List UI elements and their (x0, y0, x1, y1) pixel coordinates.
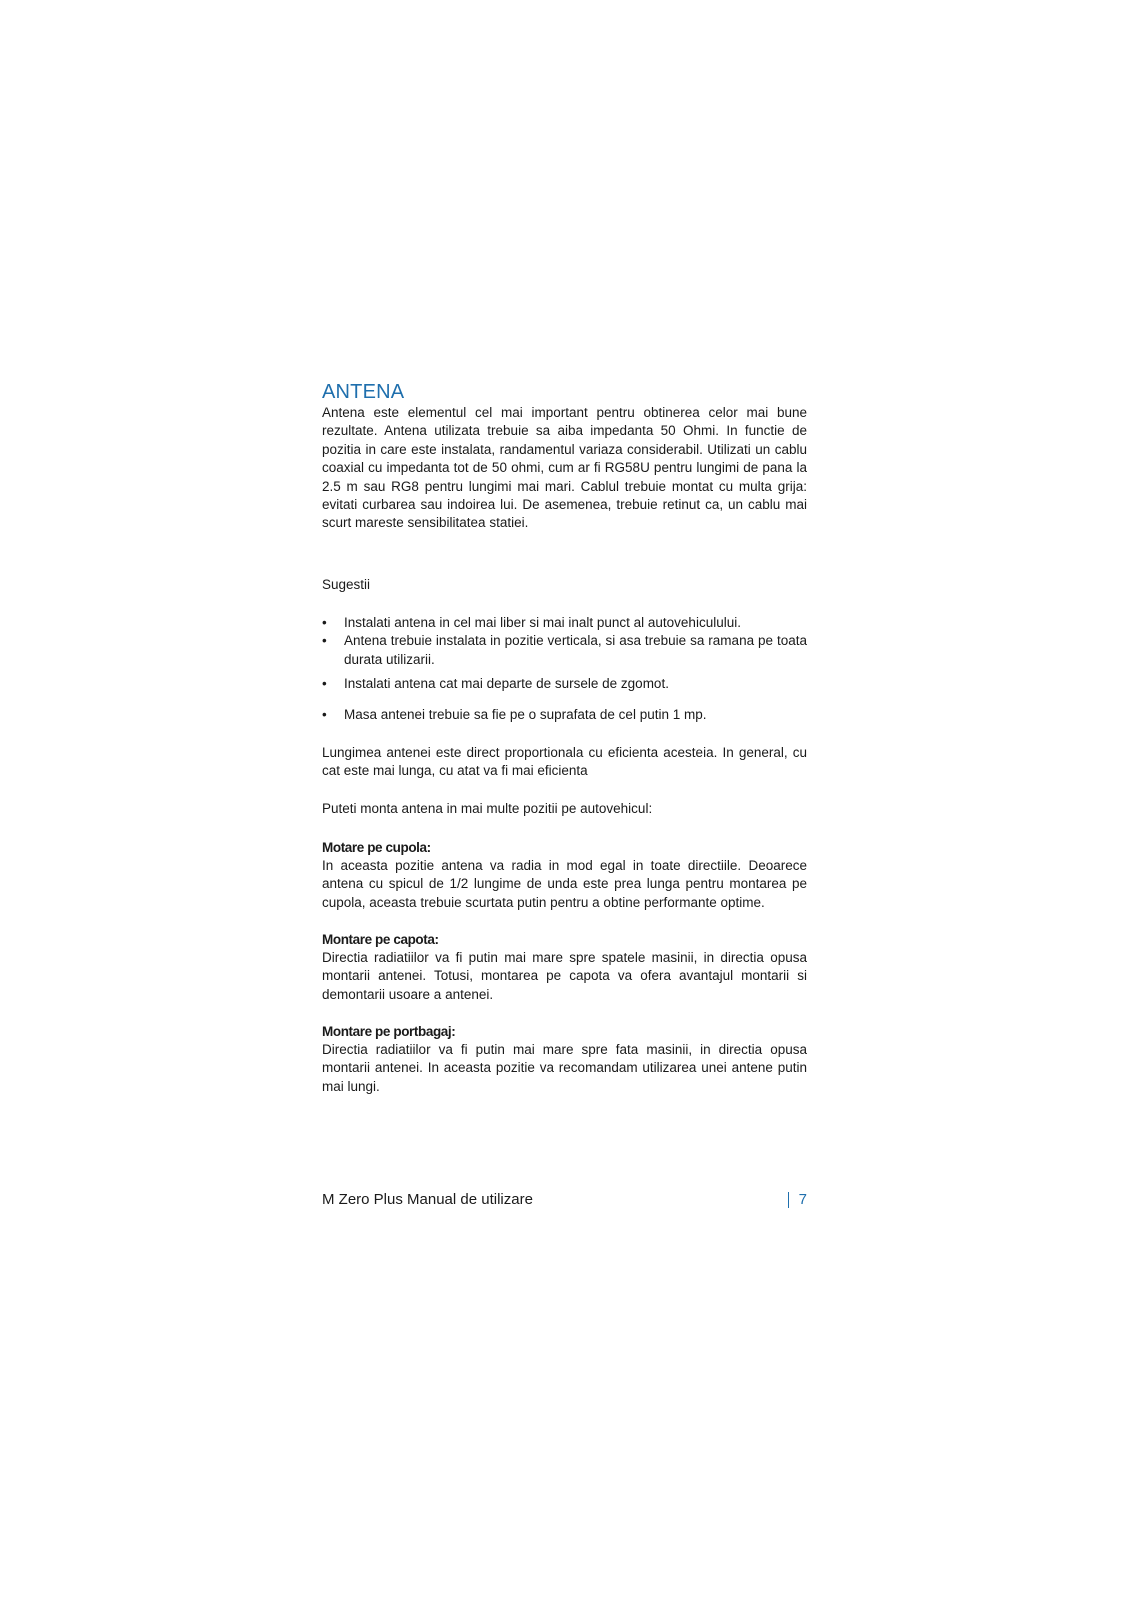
list-item-text: Instalati antena in cel mai liber si mai inalt punct al autovehiculului. (344, 615, 741, 630)
mount-heading: Montare pe portbagaj: (322, 1024, 456, 1039)
page-content (322, 380, 807, 1094)
list-item-text: Instalati antena cat mai departe de sursele de zgomot. (344, 676, 669, 692)
list-item-text: Masa antenei trebuie sa fie pe o suprafata de cel putin 1 mp. (344, 706, 707, 722)
bullet-icon: • (322, 706, 327, 722)
list-item-text: Antena trebuie instalata in pozitie verticala, si asa trebuie sa ramana pe toata durata utilizarii. (344, 633, 807, 667)
suggestions-heading: Sugestii (322, 577, 371, 592)
mount-text: Directia radiatiilor va fi putin mai mare spre spatele masinii, in directia opusa montarii antenei. Totusi, montarea pe capota va ofera avantajul montarii si demontarii usoare a antenei. (322, 950, 807, 1002)
list-item (322, 614, 807, 632)
section-title: ANTENA (322, 381, 405, 403)
mount-heading: Motare pe cupola: (322, 840, 431, 855)
list-item (322, 632, 807, 669)
mount-text: In aceasta pozitie antena va radia in mod egal in toate directiile. Deoarece antena cu spicul de 1/2 lungime de unda este prea lunga pentru montarea pe cupola, aceasta trebuie scurtata putin pentru a obtine performante optime. (322, 858, 807, 910)
intro-paragraph: Antena este elementul cel mai important pentru obtinerea celor mai bune rezultate. Antena utilizata trebuie sa aiba impedanta 50 Ohmi. In functie de pozitia in care este instalata, randamentul variaza considerabil. Utilizati un cablu coaxial cu impedanta tot de 50 ohmi, cum ar fi RG58U pentru lungimi de pana la 2.5 m sau RG8 pentru lungimi mai mari. Cablul trebuie montat cu multa grija: evitati curbarea sau indoirea lui. De asemenea, trebuie retinut ca, un cablu mai scurt mareste sensibilitatea statiei. (322, 405, 807, 531)
length-note: Lungimea antenei este direct proportionala cu eficienta acesteia. In general, cu cat este mai lunga, cu atat va fi mai eficienta (322, 745, 807, 779)
mount-text: Directia radiatiilor va fi putin mai mare spre fata masinii, in directia opusa montarii antenei. In aceasta pozitie va recomandam utilizarea unei antene putin mai lungi. (322, 1042, 807, 1094)
mount-section-cupola (322, 839, 807, 912)
list-item (322, 675, 807, 693)
mount-section-capota (322, 931, 807, 1004)
bullet-icon: • (322, 676, 327, 692)
footer-title: M Zero Plus Manual de utilizare (322, 1191, 533, 1208)
mount-section-portbagaj (322, 1023, 807, 1096)
bullet-icon: • (322, 633, 327, 649)
bullet-icon: • (322, 615, 327, 630)
suggestions-list (322, 614, 807, 724)
list-item (322, 706, 807, 724)
mount-heading: Montare pe capota: (322, 932, 439, 947)
page-number: 7 (798, 1191, 807, 1208)
footer-divider (788, 1192, 789, 1208)
positions-intro: Puteti monta antena in mai multe pozitii pe autovehicul: (322, 801, 653, 816)
page-footer (322, 1190, 807, 1210)
